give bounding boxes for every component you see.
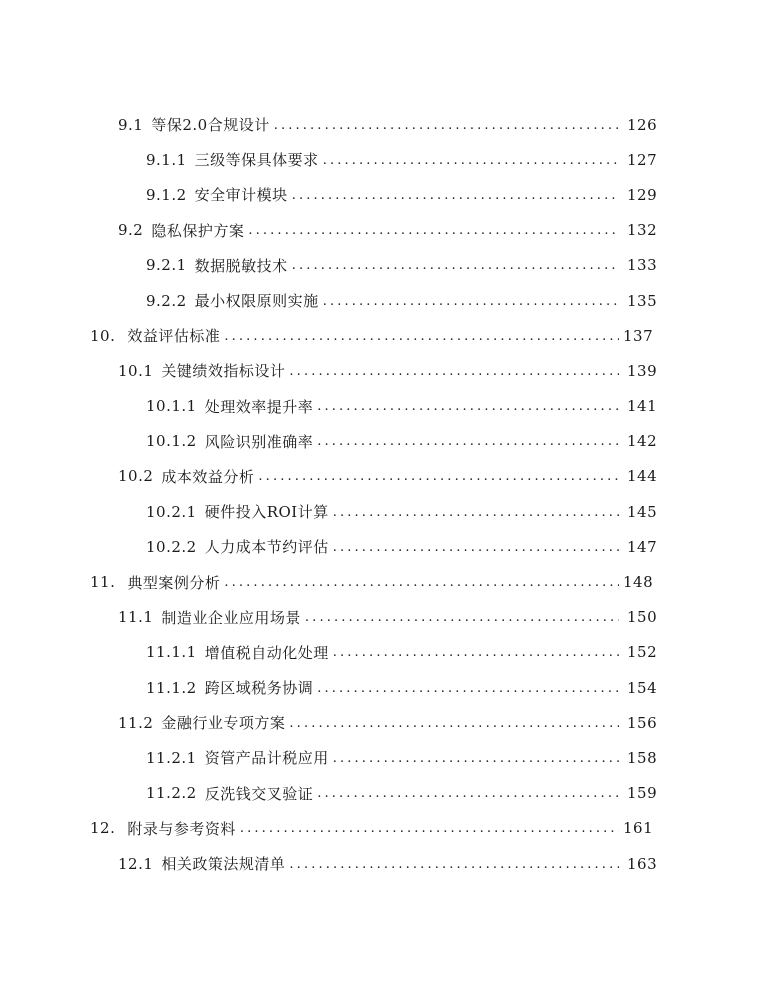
toc-entry-number: 11.2 [118,713,154,732]
toc-entry-page-number: 127 [627,150,658,169]
toc-entry[interactable] [0,142,765,177]
dot-leader [317,678,619,698]
toc-entry[interactable] [0,494,765,529]
dot-leader [248,220,619,240]
dot-leader [289,361,619,381]
toc-entry-number: 10.2.2 [146,537,197,556]
dot-leader [317,396,619,416]
toc-entry-title: 金融行业专项方案 [161,714,286,733]
dot-leader [323,150,619,170]
toc-entry-title: 典型案例分析 [127,573,221,592]
toc-entry-title: 增值税自动化处理 [204,643,329,662]
dot-leader [224,326,619,346]
toc-entry-page-number: 144 [627,467,658,486]
toc-entry[interactable] [0,635,765,670]
toc-entry[interactable] [0,529,765,564]
toc-entry-page-number: 159 [627,784,658,803]
toc-entry[interactable] [0,353,765,388]
toc-entry[interactable] [0,389,765,424]
dot-leader [317,431,619,451]
dot-leader [305,607,619,627]
toc-entry-number: 11.1 [118,608,154,627]
toc-entry-title: 硬件投入ROI计算 [204,503,329,522]
toc-entry-page-number: 142 [627,432,658,451]
toc-entry-page-number: 158 [627,748,658,767]
toc-entry-title: 安全审计模块 [194,186,288,205]
toc-entry-number: 10.2 [118,467,154,486]
toc-entry-page-number: 133 [627,256,658,275]
toc-entry-title: 三级等保具体要求 [194,151,319,170]
toc-entry-page-number: 163 [627,854,658,873]
dot-leader [240,818,619,838]
toc-entry-page-number: 135 [627,291,658,310]
toc-entry-title: 附录与参考资料 [127,819,236,838]
toc-entry-page-number: 129 [627,185,658,204]
dot-leader [224,572,619,592]
toc-entry-number: 12.1 [118,854,154,873]
toc-entry-title: 相关政策法规清单 [161,855,286,874]
toc-entry[interactable] [0,107,765,142]
toc-entry[interactable] [0,600,765,635]
dot-leader [292,255,619,275]
dot-leader [317,783,619,803]
toc-entry[interactable] [0,705,765,740]
toc-entry-number: 9.2.1 [146,256,187,275]
toc-entry-number: 10.1 [118,361,154,380]
toc-entry[interactable] [0,318,765,353]
toc-entry-page-number: 161 [623,819,654,838]
dot-leader [292,185,619,205]
dot-leader [333,748,619,768]
toc-entry-number: 12. [90,819,116,838]
toc-entry-page-number: 137 [623,326,654,345]
toc-entry-number: 9.2 [118,221,144,240]
toc-entry-number: 11. [90,573,116,592]
toc-entry-title: 成本效益分析 [161,467,255,486]
toc-entry-number: 9.1.2 [146,185,187,204]
toc-entry-page-number: 150 [627,608,658,627]
toc-entry-title: 制造业企业应用场景 [161,608,301,627]
dot-leader [274,115,619,135]
toc-entry-title: 处理效率提升率 [204,397,314,416]
toc-entry[interactable] [0,564,765,599]
table-of-contents [0,107,765,881]
toc-entry-title: 风险识别准确率 [204,432,314,451]
toc-entry-title: 跨区域税务协调 [204,679,314,698]
dot-leader [289,854,619,874]
dot-leader [289,713,619,733]
toc-entry-page-number: 152 [627,643,658,662]
toc-entry-page-number: 156 [627,713,658,732]
toc-entry-number: 10. [90,326,116,345]
toc-entry-title: 资管产品计税应用 [204,749,329,768]
toc-entry-page-number: 126 [627,115,658,134]
toc-entry-number: 9.2.2 [146,291,187,310]
toc-entry-page-number: 148 [623,573,654,592]
toc-entry-number: 11.2.1 [146,748,197,767]
toc-entry[interactable] [0,846,765,881]
toc-entry-page-number: 141 [627,397,658,416]
toc-entry-page-number: 139 [627,361,658,380]
toc-entry-number: 10.1.1 [146,397,197,416]
dot-leader [333,502,619,522]
toc-entry-number: 11.1.2 [146,678,197,697]
dot-leader [258,466,619,486]
dot-leader [333,642,619,662]
toc-entry-page-number: 147 [627,537,658,556]
toc-entry-number: 10.2.1 [146,502,197,521]
toc-entry[interactable] [0,811,765,846]
toc-entry[interactable] [0,776,765,811]
toc-entry[interactable] [0,459,765,494]
toc-entry-number: 11.2.2 [146,784,197,803]
toc-entry-title: 效益评估标准 [127,327,221,346]
toc-entry[interactable] [0,740,765,775]
toc-entry[interactable] [0,177,765,212]
toc-entry[interactable] [0,213,765,248]
toc-entry-page-number: 154 [627,678,658,697]
toc-entry-number: 9.1.1 [146,150,187,169]
toc-entry-title: 最小权限原则实施 [194,292,319,311]
toc-entry-title: 隐私保护方案 [151,221,245,240]
toc-entry-page-number: 132 [627,221,658,240]
toc-entry-number: 9.1 [118,115,144,134]
toc-entry-title: 等保2.0合规设计 [151,116,270,135]
toc-entry-page-number: 145 [627,502,658,521]
toc-entry-number: 10.1.2 [146,432,197,451]
toc-entry[interactable] [0,248,765,283]
toc-entry[interactable] [0,670,765,705]
toc-entry[interactable] [0,424,765,459]
toc-entry-number: 11.1.1 [146,643,197,662]
toc-entry-title: 数据脱敏技术 [194,256,288,275]
toc-entry-title: 反洗钱交叉验证 [204,784,314,803]
toc-entry-title: 人力成本节约评估 [204,538,329,557]
toc-entry[interactable] [0,283,765,318]
dot-leader [333,537,619,557]
dot-leader [323,291,619,311]
toc-entry-title: 关键绩效指标设计 [161,362,286,381]
